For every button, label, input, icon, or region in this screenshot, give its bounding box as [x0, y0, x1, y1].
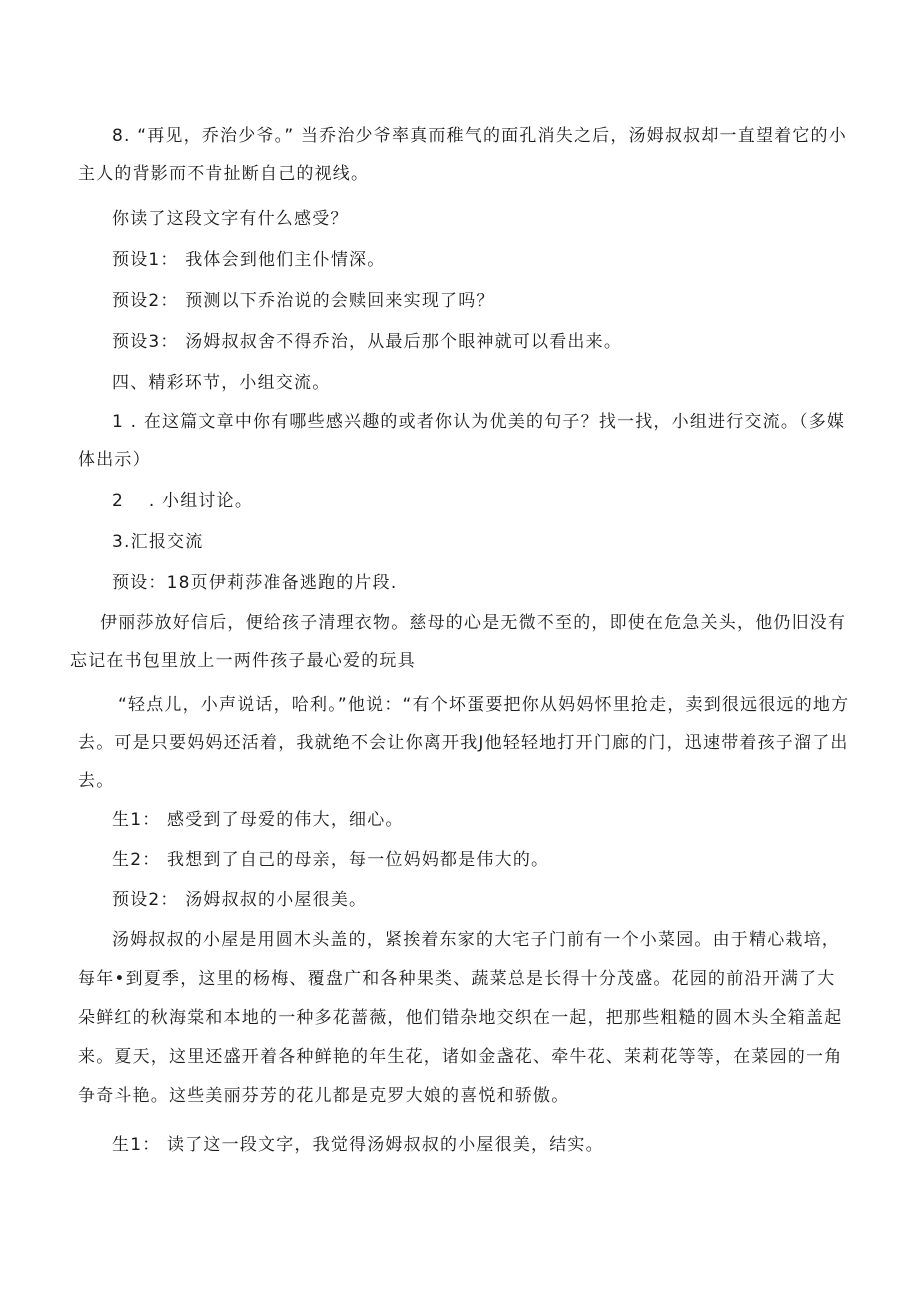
paragraph-8-farewell: 8. “再见，乔治少爷。” 当乔治少爷率真而稚气的面孔消失之后，汤姆叔叔却一直望着它的小主人的背影而不肯扯断自己的视线。 [78, 126, 847, 184]
paragraph-eliza-quote: “轻点儿，小声说话，哈利。”他说：“有个坏蛋要把你从妈妈怀里抢走，卖到很远很远的地方去。可是只要妈妈还活着，我就绝不会让你离开我J他轻轻地打开门廊的门，迅速带着孩子溜了出去。 [78, 695, 850, 791]
paragraph-preset-page18: 预设：18页伊莉莎准备逃跑的片段. [112, 573, 398, 593]
paragraph-student-cabin: 生1： 读了这一段文字，我觉得汤姆叔叔的小屋很美，结实。 [112, 1135, 604, 1155]
paragraph-preset-1: 预设1： 我体会到他们主仆情深。 [112, 250, 386, 270]
paragraph-preset-cabin: 预设2： 汤姆叔叔的小屋很美。 [112, 890, 368, 910]
paragraph-eliza-excerpt: 伊丽莎放好信后，便给孩子清理衣物。慈母的心是无微不至的，即使在危急关头，他仍旧没有忘记在书包里放上一两件孩子最心爱的玩具 [70, 613, 847, 671]
paragraph-preset-3: 预设3： 汤姆叔叔舍不得乔治，从最后那个眼神就可以看出来。 [112, 332, 623, 352]
paragraph-preset-2: 预设2： 预测以下乔治说的会赎回来实现了吗？ [112, 291, 495, 311]
section-heading-4: 四、精彩环节，小组交流。 [112, 373, 331, 393]
paragraph-question: 你读了这段文字有什么感受？ [112, 209, 349, 229]
paragraph-step-2: 2 . 小组讨论。 [112, 491, 254, 511]
paragraph-cabin-excerpt: 汤姆叔叔的小屋是用圆木头盖的，紧挨着东家的大宅子门前有一个小菜园。由于精心栽培，每年•到夏季，这里的杨梅、覆盘广和各种果类、蔬菜总是长得十分茂盛。花园的前沿开满了大朵鲜红的秋海棠和本地的一种多花蔷薇，他们错杂地交织在一起，把那些粗糙的圆木头全箱盖起来。夏天，这里还盛开着各种鲜艳的年生花，诸如金盏花、牵牛花、茉莉花等等，在菜园的一角争奇斗艳。这些美丽芬芳的花儿都是克罗大娘的喜悦和骄傲。 [78, 930, 843, 1106]
paragraph-step-1: 1 . 在这篇文章中你有哪些感兴趣的或者你认为优美的句子？找一找，小组进行交流。（多媒体出示） [78, 412, 846, 470]
paragraph-student-2: 生2： 我想到了自己的母亲，每一位妈妈都是伟大的。 [112, 850, 550, 870]
paragraph-step-3: 3.汇报交流 [112, 532, 204, 552]
paragraph-student-1: 生1： 感受到了母爱的伟大，细心。 [112, 810, 404, 830]
